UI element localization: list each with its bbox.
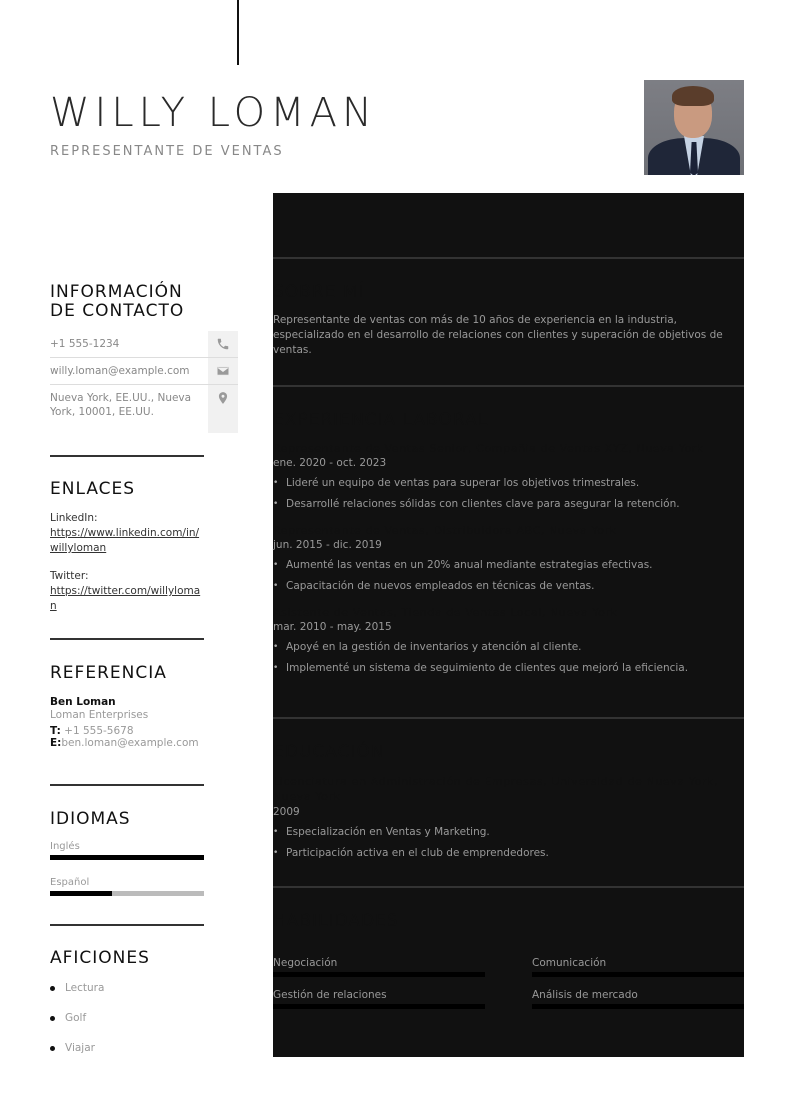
skill-item — [273, 957, 485, 977]
reference-phone-label: T: — [50, 725, 61, 737]
job-entry — [273, 606, 744, 675]
section-divider — [273, 257, 744, 259]
hobby-text: Viajar — [65, 1042, 95, 1054]
job-bullet — [273, 579, 744, 593]
section-divider — [273, 717, 744, 719]
candidate-name: WILLY LOMAN — [50, 90, 377, 136]
sidebar-divider — [50, 784, 204, 786]
link-twitter-label: Twitter: — [50, 570, 89, 582]
language-item — [50, 877, 204, 896]
skill-level-bar — [532, 1004, 744, 1009]
sidebar-divider — [50, 638, 204, 640]
contact-email[interactable]: willy.loman@example.com — [50, 365, 190, 377]
education-entry — [273, 774, 744, 860]
link-linkedin-group — [50, 511, 205, 556]
hobby-item — [50, 973, 205, 1003]
reference-email-line — [50, 737, 205, 749]
hobby-item — [50, 1003, 205, 1033]
contact-heading — [50, 283, 205, 321]
vertical-divider-top — [237, 0, 239, 65]
job-dates: ene. 2020 - oct. 2023 — [273, 457, 387, 469]
language-level-bar — [50, 891, 204, 896]
bullet-icon: • — [273, 848, 279, 858]
skill-level-bar — [273, 1004, 485, 1009]
skill-level-fill — [273, 972, 485, 977]
contact-heading-line1: INFORMACIÓN — [50, 282, 183, 302]
language-item — [50, 841, 204, 860]
skill-item — [273, 989, 485, 1009]
reference-company: Loman Enterprises — [50, 709, 149, 721]
job-bullet-text: Desarrollé relaciones sólidas con clientes clave para asegurar la retención. — [286, 498, 680, 510]
job-bullet-text: Aumenté las ventas en un 20% anual mediante estrategias efectivas. — [286, 559, 653, 571]
job-dates: mar. 2010 - may. 2015 — [273, 621, 392, 633]
bullet-icon — [50, 986, 55, 991]
sidebar-divider — [50, 924, 204, 926]
skill-name: Negociación — [273, 957, 338, 969]
link-twitter[interactable]: https://twitter.com/willyloman — [50, 585, 201, 612]
language-name: Inglés — [50, 841, 80, 852]
education-bullet — [273, 825, 744, 839]
contact-address-row — [50, 385, 238, 433]
section-divider — [273, 886, 744, 888]
reference-block — [50, 696, 205, 749]
phone-icon — [208, 331, 238, 357]
skill-name: Comunicación — [532, 957, 607, 969]
bullet-icon — [50, 1016, 55, 1021]
bullet-icon: • — [273, 499, 279, 509]
job-bullet — [273, 640, 744, 654]
skill-level-bar — [273, 972, 485, 977]
links-heading: ENLACES — [50, 479, 136, 499]
job-bullet-text: Implementé un sistema de seguimiento de clientes que mejoró la eficiencia. — [286, 662, 689, 674]
skill-item — [532, 957, 744, 977]
skill-item — [532, 989, 744, 1009]
map-pin-icon — [208, 385, 238, 433]
experience-list — [273, 442, 744, 688]
job-entry — [273, 442, 744, 511]
section-divider — [273, 385, 744, 387]
education-bullet-text: Participación activa en el club de emprendedores. — [286, 847, 549, 859]
bullet-icon — [50, 1046, 55, 1051]
bullet-icon: • — [273, 827, 279, 837]
sidebar-divider — [50, 455, 204, 457]
contact-phone[interactable]: +1 555-1234 — [50, 338, 120, 350]
skills-heading: HABILIDADES — [273, 911, 399, 931]
language-level-fill — [50, 891, 112, 896]
skill-level-fill — [273, 1004, 485, 1009]
about-heading: SOBRE MÍ — [273, 282, 365, 302]
job-entry — [273, 524, 744, 593]
contact-address: Nueva York, EE.UU., Nueva York, 10001, EE.UU. — [50, 392, 192, 418]
link-twitter-group — [50, 569, 205, 614]
profile-photo — [644, 80, 744, 175]
hobby-item — [50, 1033, 205, 1063]
contact-email-row — [50, 358, 238, 385]
link-linkedin[interactable]: https://www.linkedin.com/in/willyloman — [50, 527, 200, 554]
education-bullet-text: Especialización en Ventas y Marketing. — [286, 826, 490, 838]
job-bullet — [273, 661, 744, 675]
reference-email-label: E: — [50, 737, 62, 749]
photo-hair — [672, 86, 714, 106]
job-bullet-text: Lideré un equipo de ventas para superar los objetivos trimestrales. — [286, 477, 640, 489]
job-dates: jun. 2015 - dic. 2019 — [273, 539, 382, 551]
skill-level-fill — [532, 1004, 744, 1009]
language-level-bar — [50, 855, 204, 860]
experience-heading: EXPERIENCIA LABORAL — [273, 410, 489, 430]
reference-phone-line — [50, 725, 205, 737]
languages-list — [50, 841, 204, 896]
contact-phone-row — [50, 331, 238, 358]
language-level-fill — [50, 855, 204, 860]
skill-name: Análisis de mercado — [532, 989, 638, 1001]
hobbies-list — [50, 973, 205, 1063]
reference-email[interactable]: ben.loman@example.com — [61, 737, 199, 749]
hobby-text: Golf — [65, 1012, 87, 1024]
skills-grid — [273, 957, 744, 1009]
candidate-title: REPRESENTANTE DE VENTAS — [50, 144, 284, 159]
bullet-icon: • — [273, 560, 279, 570]
education-heading: EDUCACIÓN — [273, 742, 385, 762]
about-text: Representante de ventas con más de 10 años de experiencia en la industria, especializado en el desarrollo de relaciones con clientes y superación de objetivos de ventas. — [273, 314, 723, 356]
education-year: 2009 — [273, 806, 300, 818]
hobbies-heading: AFICIONES — [50, 948, 150, 968]
bullet-icon: • — [273, 581, 279, 591]
bullet-icon: • — [273, 478, 279, 488]
job-bullet — [273, 497, 744, 511]
hobby-text: Lectura — [65, 982, 105, 994]
reference-name: Ben Loman — [50, 696, 116, 708]
link-linkedin-label: LinkedIn: — [50, 512, 98, 524]
skill-name: Gestión de relaciones — [273, 989, 387, 1001]
contact-heading-line2: DE CONTACTO — [50, 301, 185, 321]
job-title: Representante de Ventas, Distribuidora ABC, Nueva York — [273, 524, 617, 537]
links-list — [50, 511, 205, 627]
skill-level-fill — [532, 972, 744, 977]
envelope-icon — [208, 358, 238, 384]
education-bullet — [273, 846, 744, 860]
languages-heading: IDIOMAS — [50, 809, 131, 829]
job-title: Representante de Ventas Senior, Compañia de Ventas XYZ, Nueva York — [273, 442, 705, 455]
bullet-icon: • — [273, 642, 279, 652]
bullet-icon: • — [273, 663, 279, 673]
language-name: Español — [50, 877, 90, 888]
job-title: Asistente de Ventas, Tienda de Ventas Local, Nueva York — [273, 606, 618, 619]
contact-list — [50, 331, 238, 433]
education-degree: Licenciatura en Administración de Empresas, Universidad de Nueva York, Nueva York — [273, 775, 719, 803]
job-bullet — [273, 476, 744, 490]
reference-phone[interactable]: +1 555-5678 — [64, 725, 134, 737]
skill-level-bar — [532, 972, 744, 977]
job-bullet-text: Apoyé en la gestión de inventarios y atención al cliente. — [286, 641, 582, 653]
job-bullet — [273, 558, 744, 572]
job-bullet-text: Capacitación de nuevos empleados en técnicas de ventas. — [286, 580, 595, 592]
reference-heading: REFERENCIA — [50, 663, 167, 683]
